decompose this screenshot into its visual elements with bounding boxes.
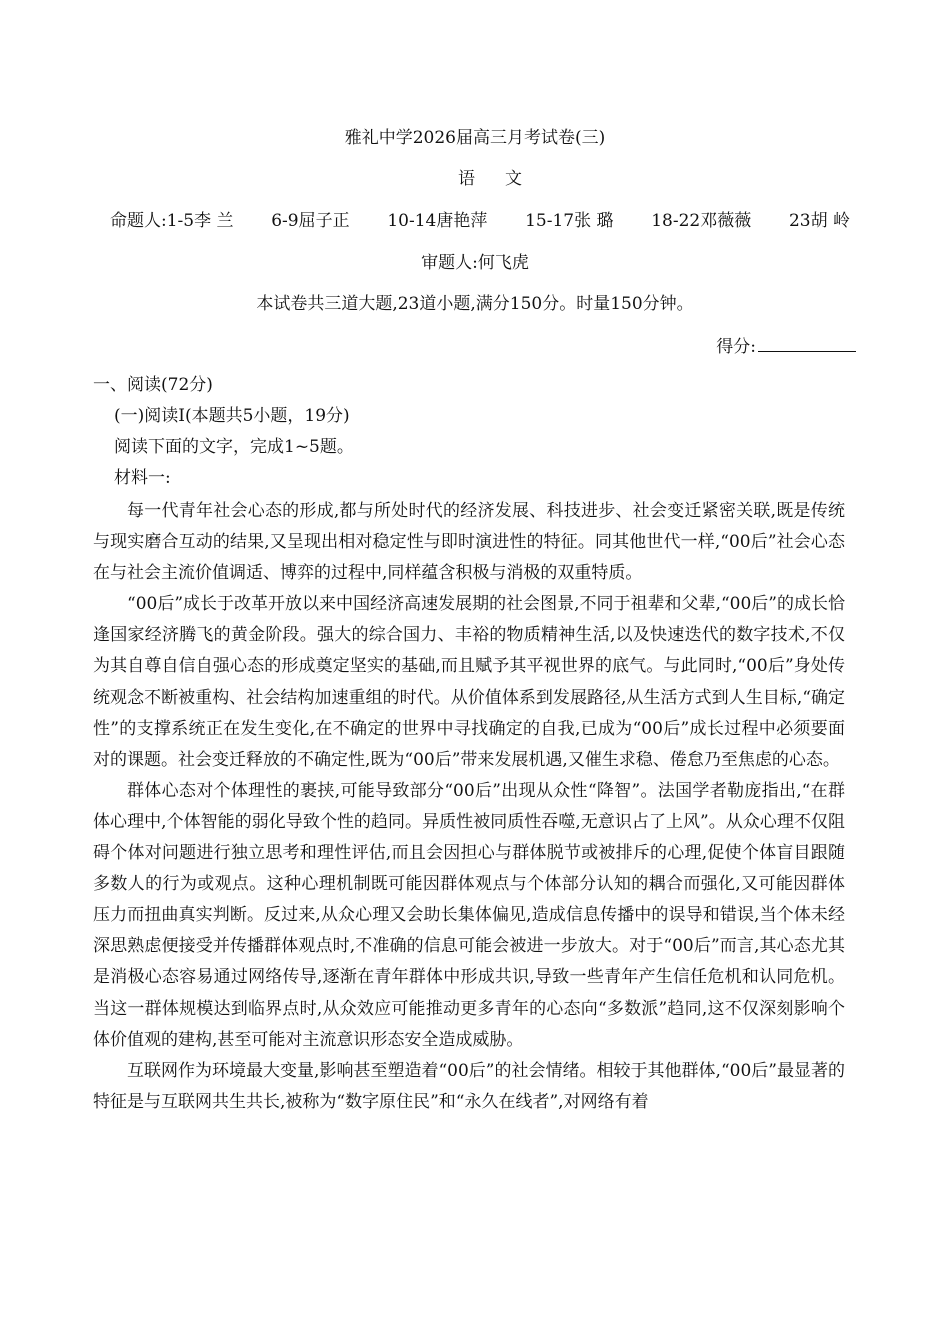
subsection-title: (一)阅读Ⅰ(本题共5小题，19分): [114, 406, 350, 426]
material-text: [93, 496, 845, 1118]
score-blank: [758, 335, 856, 352]
subject-title: 语文: [458, 169, 552, 189]
reading-prompt: 阅读下面的文字，完成1~5题。: [114, 437, 354, 457]
exam-title: 雅礼中学2026届高三月考试卷(三): [344, 128, 606, 148]
instructions-line: 本试卷共三道大题,23道小题,满分150分。时量150分钟。: [256, 294, 694, 314]
score-label: 得分:: [716, 337, 756, 357]
author-1: 命题人:1-5李 兰: [110, 211, 234, 231]
author-5: 18-22邓薇薇: [651, 211, 752, 231]
author-4: 15-17张 璐: [525, 211, 614, 231]
author-list: [110, 210, 850, 232]
paragraph: “00后”成长于改革开放以来中国经济高速发展期的社会图景,不同于祖辈和父辈,“00后”的成长恰逢国家经济腾飞的黄金阶段。强大的综合国力、丰裕的物质精神生活,以及快速迭代的数字技术,不仅为其自尊自信自强心态的形成奠定坚实的基础,而且赋予其平视世界的底气。与此同时,“00后”身处传统观念不断被重构、社会结构加速重组的时代。从价值体系到发展路径,从生活方式到人生目标,“确定性”的支撑系统正在发生变化,在不确定的世界中寻找确定的自我,已成为“00后”成长过程中必须要面对的课题。社会变迁释放的不确定性,既为“00后”带来发展机遇,又催生求稳、倦怠乃至焦虑的心态。: [93, 594, 845, 770]
paragraph: 互联网作为环境最大变量,影响甚至塑造着“00后”的社会情绪。相较于其他群体,“00后”最显著的特征是与互联网共生共长,被称为“数字原住民”和“永久在线者”,对网络有着: [93, 1060, 845, 1112]
paragraph: 群体心态对个体理性的裹挟,可能导致部分“00后”出现从众性“降智”。法国学者勒庞指出,“在群体心理中,个体智能的弱化导致个性的趋同。异质性被同质性吞噬,无意识占了上风”。从众心理不仅阻碍个体对问题进行独立思考和理性评估,而且会因担心与群体脱节或被排斥的心理,促使个体盲目跟随多数人的行为或观点。这种心理机制既可能因群体观点与个体部分认知的耦合而强化,又可能因群体压力而扭曲真实判断。反过来,从众心理又会助长集体偏见,造成信息传播中的误导和错误,当个体未经深思熟虑便接受并传播群体观点时,不准确的信息可能会被进一步放大。对于“00后”而言,其心态尤其是消极心态容易通过网络传导,逐渐在青年群体中形成共识,导致一些青年产生信任危机和认同危机。当这一群体规模达到临界点时,从众效应可能推动更多青年的心态向“多数派”趋同,这不仅深刻影响个体价值观的建构,甚至可能对主流意识形态安全造成威胁。: [93, 780, 845, 1050]
author-6: 23胡 岭: [788, 211, 850, 231]
paragraph: 每一代青年社会心态的形成,都与所处时代的经济发展、科技进步、社会变迁紧密关联,既是传统与现实磨合互动的结果,又呈现出相对稳定性与即时演进性的特征。同其他世代一样,“00后”社会心态在与社会主流价值调适、博弈的过程中,同样蕴含积极与消极的双重特质。: [93, 501, 845, 584]
author-3: 10-14唐艳萍: [387, 211, 488, 231]
section-title: 一、阅读(72分): [93, 375, 213, 395]
reviewer-line: 审题人:何飞虎: [421, 253, 529, 273]
author-2: 6-9屈子正: [271, 211, 350, 231]
score-field: [716, 335, 856, 358]
material-label: 材料一:: [114, 468, 171, 488]
